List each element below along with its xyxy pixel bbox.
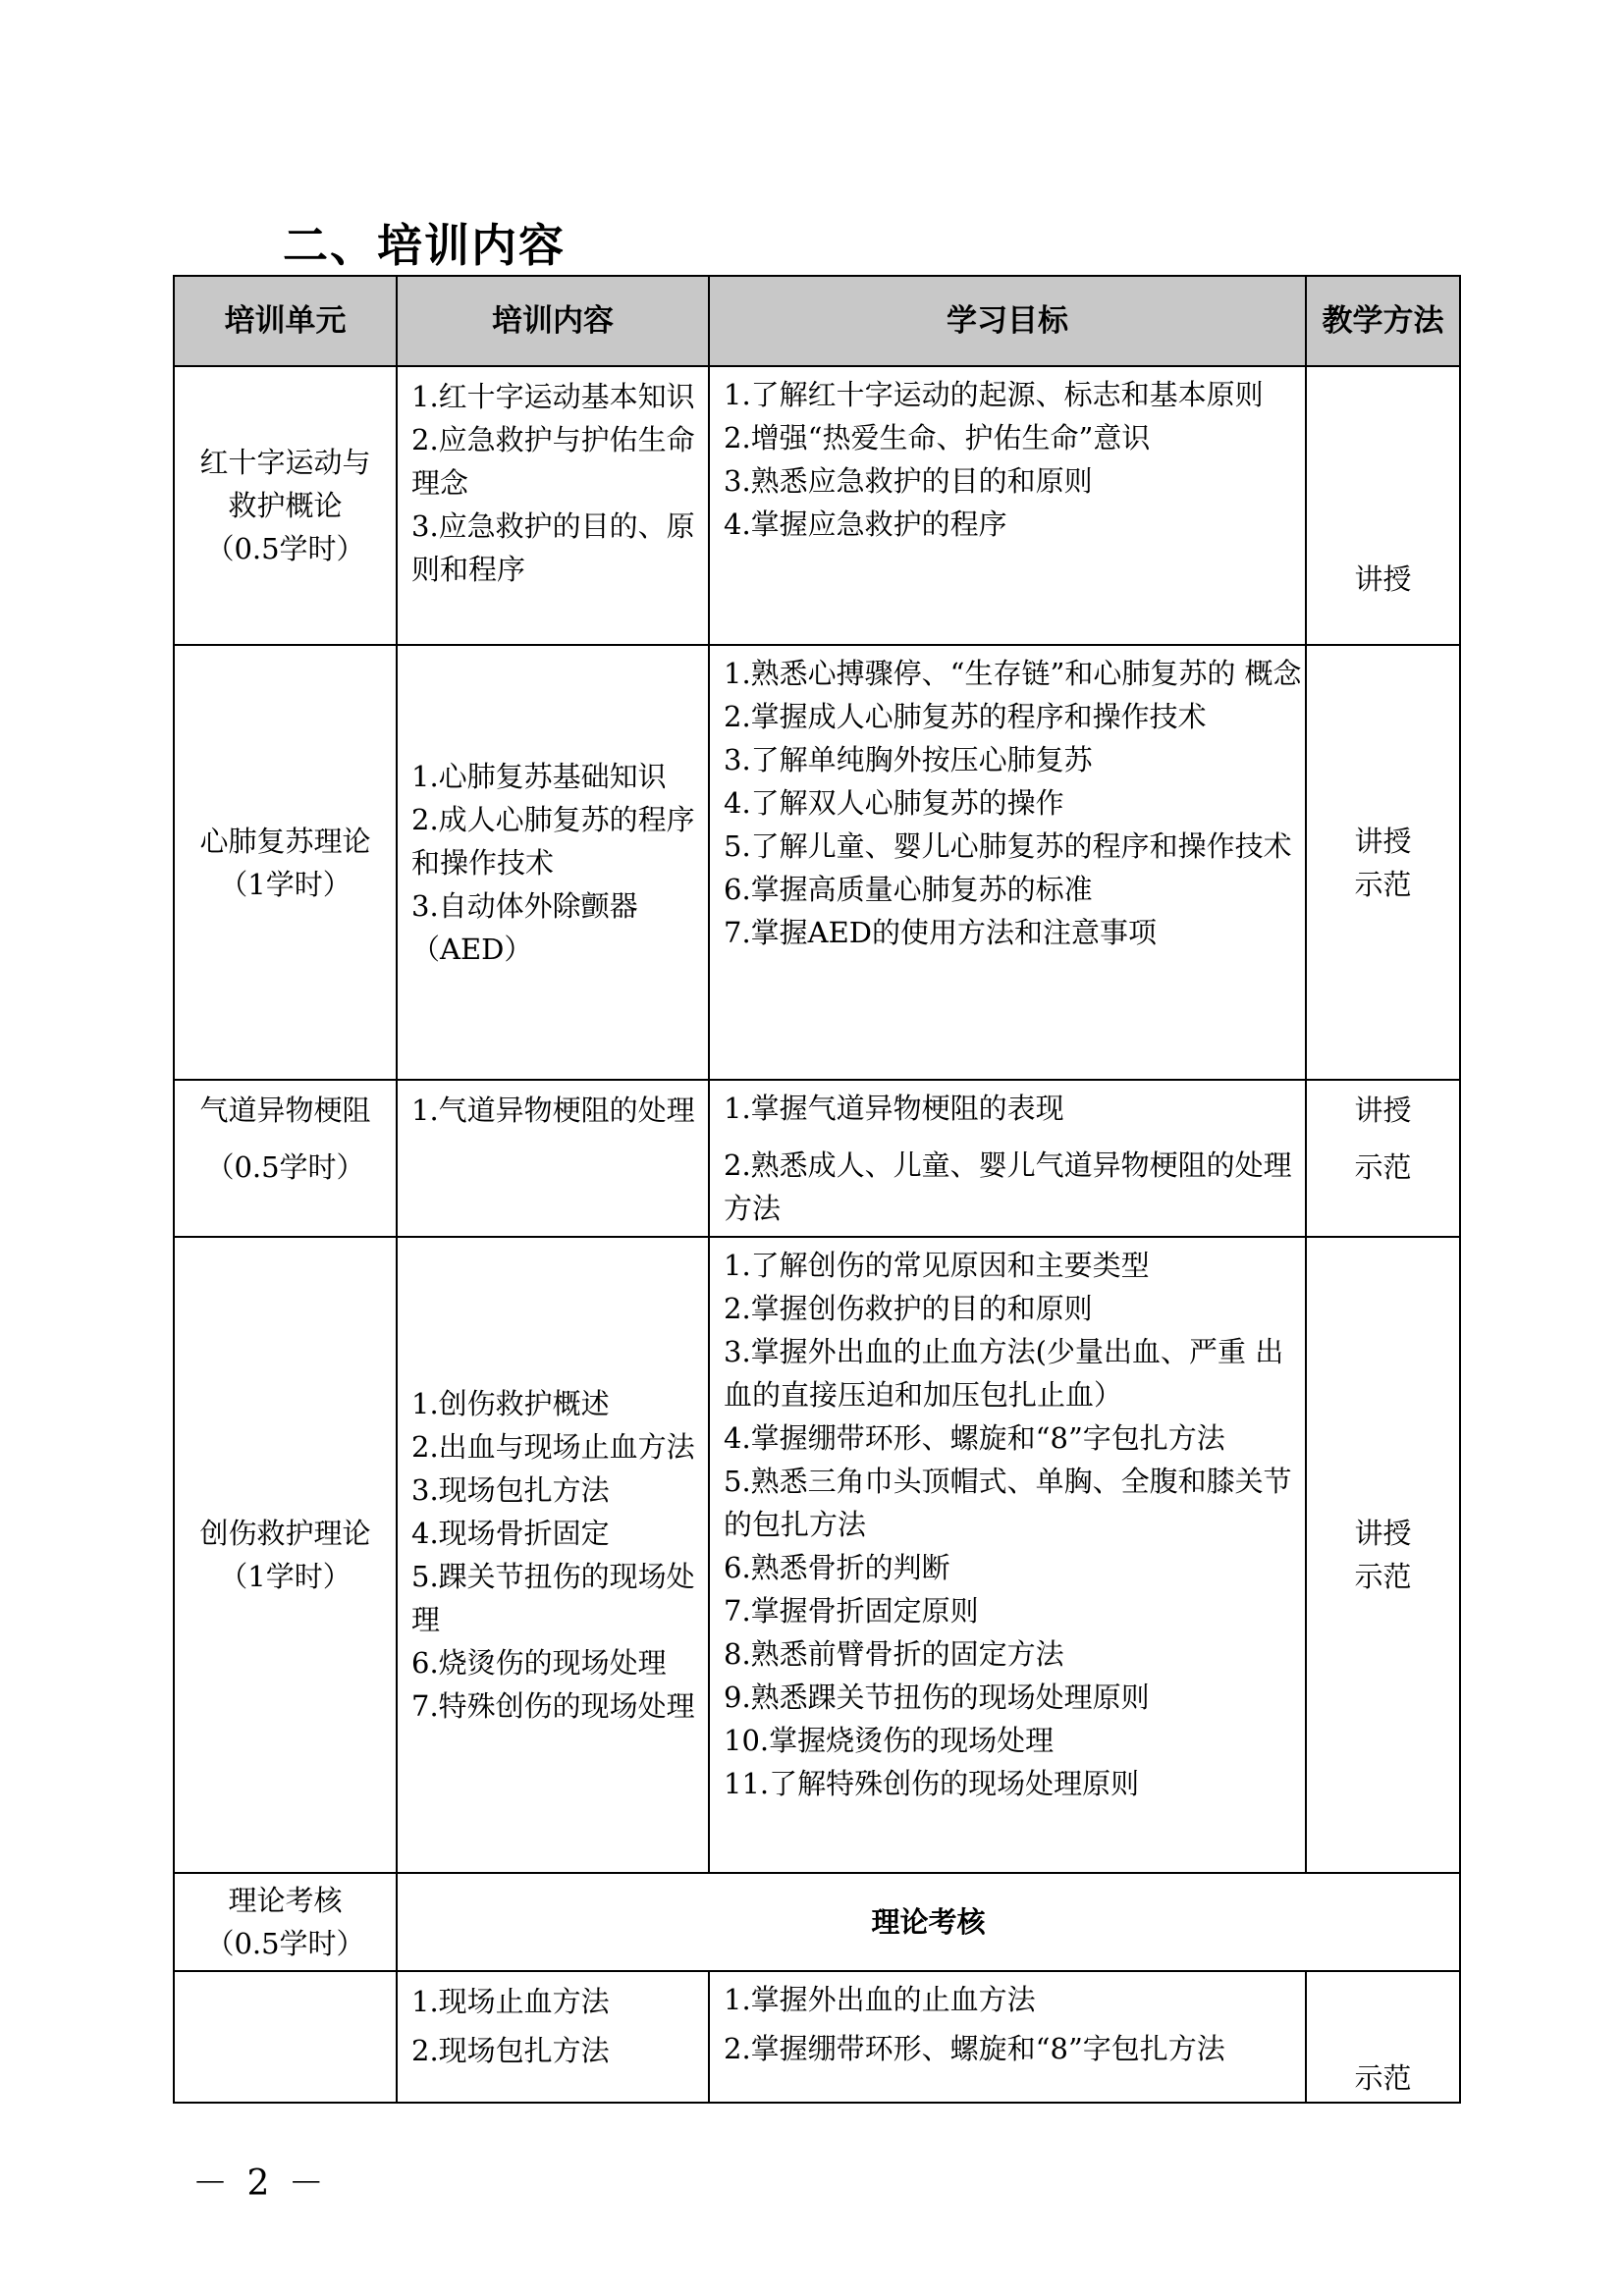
goals-cell	[709, 645, 1306, 1080]
goal-item: 1.了解红十字运动的起源、标志和基本原则	[724, 378, 1264, 411]
content-item: 2.成人心肺复苏的程序和操作技术	[411, 802, 695, 880]
header-unit: 培训单元	[174, 276, 397, 366]
content-cell	[397, 1971, 709, 2103]
method-text: 示范	[1354, 1150, 1412, 1184]
method-cell	[1306, 1971, 1460, 2103]
goal-item: 2.熟悉成人、儿童、婴儿气道异物梗阻的处理方法	[724, 1148, 1292, 1225]
table-row	[174, 645, 1460, 1080]
content-cell	[397, 645, 709, 1080]
unit-cell	[174, 1237, 397, 1873]
goal-item: 5.了解儿童、婴儿心肺复苏的程序和操作技术	[724, 829, 1292, 863]
unit-text: 理论考核	[228, 1884, 343, 1917]
unit-text: 救护概论	[228, 489, 343, 522]
goal-item: 9.熟悉踝关节扭伤的现场处理原则	[724, 1681, 1150, 1714]
method-cell	[1306, 366, 1460, 645]
content-item: 4.现场骨折固定	[411, 1517, 610, 1550]
exam-label: 理论考核	[397, 1873, 1460, 1971]
content-item: 7.特殊创伤的现场处理	[411, 1689, 695, 1723]
method-text: 示范	[1354, 2061, 1412, 2095]
content-item: 2.现场包扎方法	[411, 2034, 610, 2067]
goal-item: 2.掌握绷带环形、螺旋和“8”字包扎方法	[724, 2032, 1225, 2065]
goal-item: 8.熟悉前臂骨折的固定方法	[724, 1637, 1064, 1671]
content-item: 6.烧烫伤的现场处理	[411, 1646, 667, 1680]
goal-item: 7.掌握AED的使用方法和注意事项	[724, 916, 1158, 949]
goal-item: 6.掌握高质量心肺复苏的标准	[724, 873, 1093, 906]
training-content-table	[173, 275, 1461, 2104]
table-row	[174, 1237, 1460, 1873]
goal-item: 5.熟悉三角巾头顶帽式、单胸、全腹和膝关节的包扎方法	[724, 1465, 1292, 1541]
table-header-row	[174, 276, 1460, 366]
table-row	[174, 1080, 1460, 1237]
table-row-exam	[174, 1873, 1460, 1971]
content-item: 1.现场止血方法	[411, 1985, 610, 2018]
goal-item: 1.了解创伤的常见原因和主要类型	[724, 1249, 1150, 1282]
goal-item: 2.掌握创伤救护的目的和原则	[724, 1292, 1093, 1325]
content-cell	[397, 1080, 709, 1237]
content-item: 3.应急救护的目的、原则和程序	[411, 509, 695, 586]
method-text: 示范	[1354, 867, 1412, 901]
goal-item: 4.掌握应急救护的程序	[724, 507, 1007, 541]
method-text: 示范	[1354, 1560, 1412, 1593]
goals-cell	[709, 366, 1306, 645]
method-cell	[1306, 645, 1460, 1080]
goal-item: 1.掌握气道异物梗阻的表现	[724, 1092, 1064, 1125]
content-item: 1.创伤救护概述	[411, 1387, 610, 1420]
unit-hours: （0.5学时）	[205, 1927, 365, 1960]
content-item: 1.气道异物梗阻的处理	[411, 1094, 695, 1127]
content-item: 1.红十字运动基本知识	[411, 380, 695, 413]
method-text: 讲授	[1354, 1094, 1412, 1127]
method-text: 讲授	[1354, 824, 1412, 858]
content-item: 3.自动体外除颤器（AED）	[411, 888, 638, 966]
unit-text: 红十字运动与	[199, 446, 371, 479]
goal-item: 3.掌握外出血的止血方法(少量出血、严重 出血的直接压迫和加压包扎止血）	[724, 1335, 1284, 1412]
goal-item: 11.了解特殊创伤的现场处理原则	[724, 1767, 1140, 1800]
goal-item: 3.熟悉应急救护的目的和原则	[724, 464, 1093, 498]
table-row	[174, 366, 1460, 645]
unit-cell	[174, 1971, 397, 2103]
method-cell	[1306, 1237, 1460, 1873]
unit-cell	[174, 1873, 397, 1971]
goal-item: 4.了解双人心肺复苏的操作	[724, 786, 1064, 820]
unit-hours: （0.5学时）	[205, 532, 365, 565]
goal-item: 3.了解单纯胸外按压心肺复苏	[724, 743, 1093, 776]
method-text: 讲授	[1354, 562, 1412, 596]
unit-hours: （0.5学时）	[205, 1150, 365, 1184]
goal-item: 4.掌握绷带环形、螺旋和“8”字包扎方法	[724, 1421, 1225, 1455]
goals-cell	[709, 1971, 1306, 2103]
goal-item: 2.掌握成人心肺复苏的程序和操作技术	[724, 700, 1207, 733]
table-row	[174, 1971, 1460, 2103]
header-goals: 学习目标	[709, 276, 1306, 366]
goal-item: 2.增强“热爱生命、护佑生命”意识	[724, 421, 1151, 454]
content-item: 1.心肺复苏基础知识	[411, 759, 667, 793]
content-item: 5.踝关节扭伤的现场处理	[411, 1560, 695, 1636]
header-content: 培训内容	[397, 276, 709, 366]
content-item: 3.现场包扎方法	[411, 1473, 610, 1507]
goal-item: 7.掌握骨折固定原则	[724, 1594, 979, 1628]
goal-item: 1.掌握外出血的止血方法	[724, 1983, 1036, 2016]
unit-hours: （1学时）	[219, 867, 352, 901]
header-method: 教学方法	[1306, 276, 1460, 366]
content-cell	[397, 366, 709, 645]
goals-cell	[709, 1080, 1306, 1237]
goal-item: 1.熟悉心搏骤停、“生存链”和心肺复苏的 概念	[724, 657, 1302, 690]
unit-cell	[174, 645, 397, 1080]
unit-text: 心肺复苏理论	[199, 824, 371, 858]
unit-text: 创伤救护理论	[199, 1517, 371, 1550]
goals-cell	[709, 1237, 1306, 1873]
unit-hours: （1学时）	[219, 1560, 352, 1593]
content-item: 2.应急救护与护佑生命理念	[411, 423, 695, 500]
section-heading: 二、培训内容	[283, 219, 566, 272]
goal-item: 10.掌握烧烫伤的现场处理	[724, 1724, 1055, 1757]
goal-item: 6.熟悉骨折的判断	[724, 1551, 950, 1584]
unit-text: 气道异物梗阻	[199, 1094, 371, 1127]
method-cell	[1306, 1080, 1460, 1237]
page-number: － 2 －	[192, 2163, 328, 2204]
unit-cell	[174, 366, 397, 645]
method-text: 讲授	[1354, 1517, 1412, 1550]
content-item: 2.出血与现场止血方法	[411, 1430, 695, 1464]
content-cell	[397, 1237, 709, 1873]
unit-cell	[174, 1080, 397, 1237]
